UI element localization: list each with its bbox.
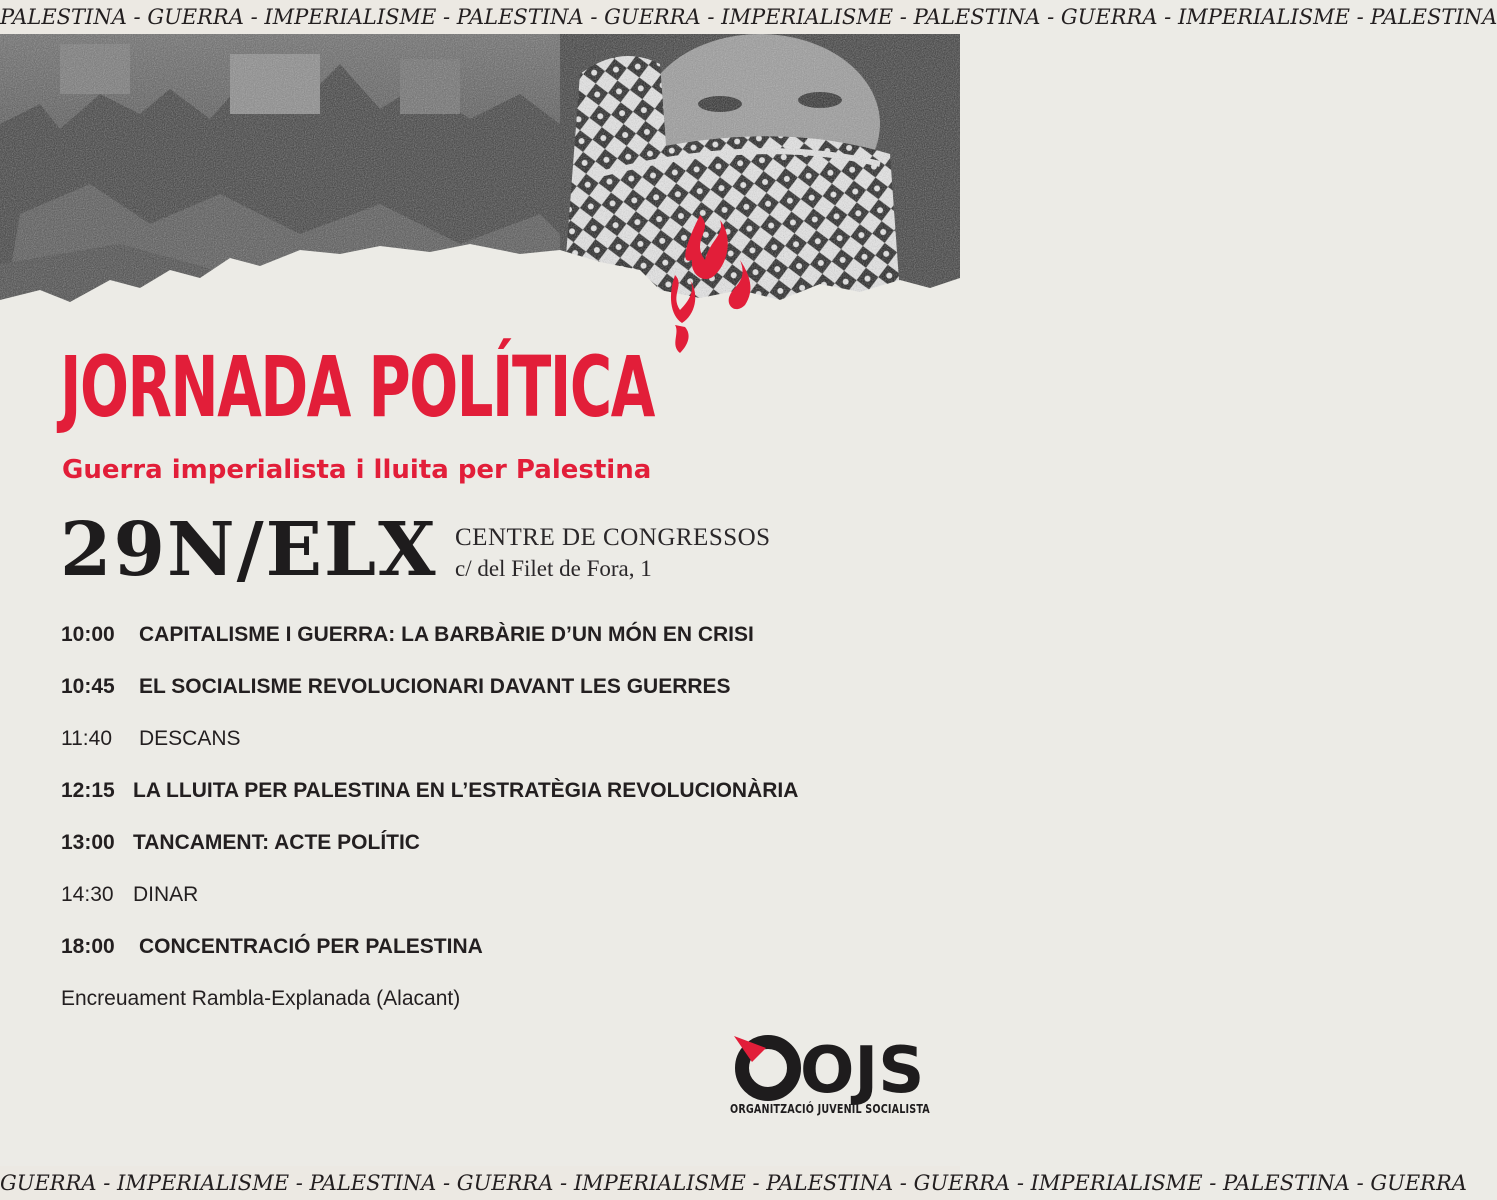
agenda-title: DINAR [133,883,199,906]
page-title: JORNADA POLÍTICA [60,338,654,437]
agenda-location-note: Encreuament Rambla-Explanada (Alacant) [61,987,461,1010]
agenda-time: 12:15 [61,779,115,802]
agenda-time: 10:00 [61,623,115,646]
page-subtitle: Guerra imperialista i lluita per Palestina [62,455,652,485]
agenda-item [61,776,921,828]
agenda-list [61,620,921,1036]
agenda-item [61,672,921,724]
agenda-time: 13:00 [61,831,115,854]
logo-mark: OJS [800,1034,925,1108]
agenda-time: 10:45 [61,675,115,698]
agenda-time: 18:00 [61,935,115,958]
agenda-title: CAPITALISME I GUERRA: LA BARBÀRIE D’UN MÓN EN CRISI [139,623,754,646]
top-banner: PALESTINA - GUERRA - IMPERIALISME - PALESTINA - GUERRA - IMPERIALISME - PALESTINA - GUERRA - IMPERIALISME - PALESTINA [0,0,960,34]
agenda-title: CONCENTRACIÓ PER PALESTINA [139,935,483,958]
agenda-title: TANCAMENT: ACTE POLÍTIC [133,831,420,854]
agenda-item [61,932,921,984]
agenda-item [61,620,921,672]
venue-name: CENTRE DE CONGRESSOS [455,524,771,551]
agenda-title: LA LLUITA PER PALESTINA EN L’ESTRATÈGIA REVOLUCIONÀRIA [133,779,799,802]
logo-tagline: ORGANITZACIÓ JUVENIL SOCIALISTA [730,1102,930,1116]
bottom-banner: GUERRA - IMPERIALISME - PALESTINA - GUERRA - IMPERIALISME - PALESTINA - GUERRA - IMPERIALISME - PALESTINA - GUERRA [0,1166,960,1200]
agenda-item [61,880,921,932]
agenda-title: EL SOCIALISME REVOLUCIONARI DAVANT LES GUERRES [139,675,731,698]
flame-icon [660,205,760,355]
agenda-time: 14:30 [61,883,114,906]
date-place: 29N/ELX [60,507,438,593]
venue-address: c/ del Filet de Fora, 1 [455,556,652,581]
agenda-title: DESCANS [139,727,241,750]
agenda-time: 11:40 [61,727,112,750]
agenda-item [61,828,921,880]
agenda-item [61,724,921,776]
